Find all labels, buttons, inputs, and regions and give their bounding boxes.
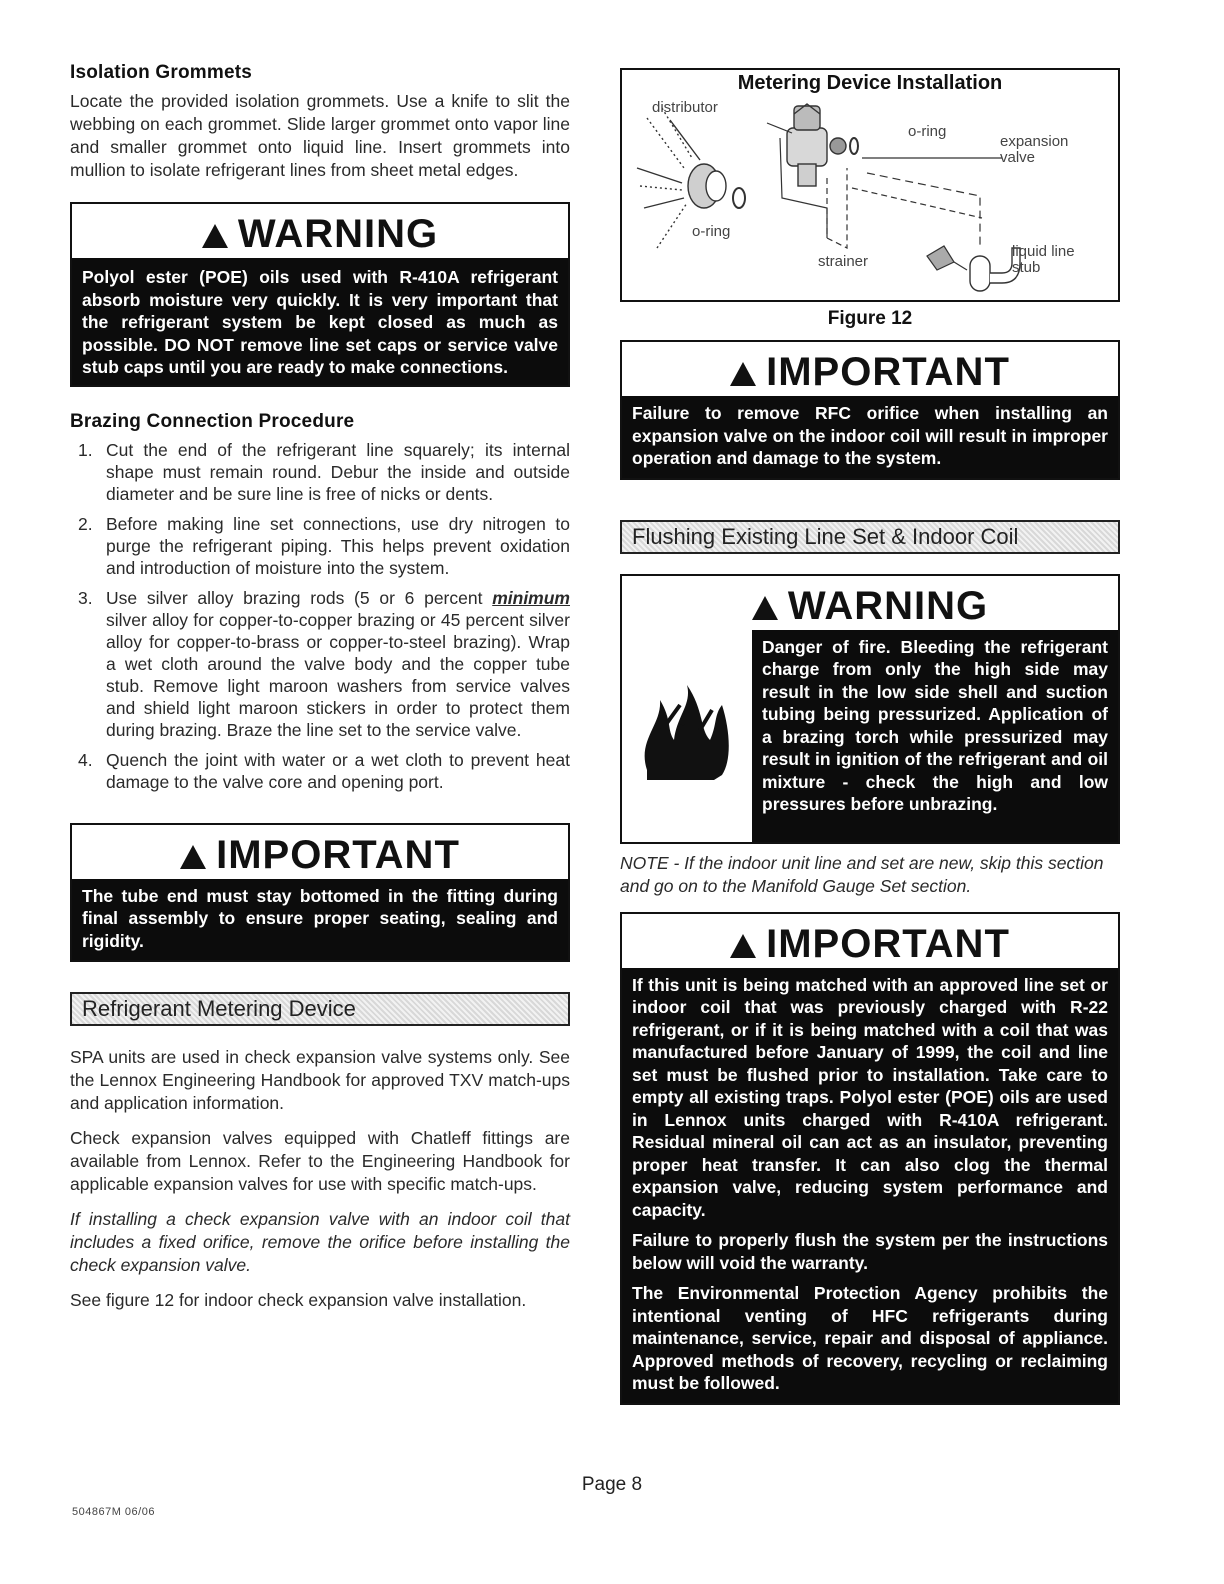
warning-triangle-icon [180, 845, 206, 869]
label-o-ring-top: o-ring [908, 123, 947, 140]
brazing-steps [70, 439, 570, 793]
important-box-rfc [620, 340, 1120, 480]
warning-triangle-icon [752, 596, 778, 620]
warning-triangle-icon [730, 362, 756, 386]
important-text: Failure to remove RFC orifice when installing an expansion valve on the indoor coil will result in improper operation and damage to the system. [622, 396, 1118, 478]
important-box-tube-end [70, 823, 570, 963]
note-text: NOTE - If the indoor unit line and set are new, skip this section and go on to the Manifold Gauge Set section. [620, 852, 1104, 896]
metering-section [70, 1046, 570, 1312]
left-column [70, 62, 570, 1324]
metering-p3: If installing a check expansion valve with an indoor coil that includes a fixed orifice, remove the orifice before installing the check expansion valve. [70, 1209, 570, 1275]
warning-box-fire [620, 574, 1120, 844]
warning-text: Polyol ester (POE) oils used with R-410A refrigerant absorb moisture very quickly. It is very important that the refrigerant system be kept closed as much as possible. DO NOT remove line set caps or service valve stub caps until you are ready to make connections. [72, 258, 568, 385]
expansion-valve-icon [787, 104, 858, 186]
list-item: 3. Use silver alloy brazing rods (5 or 6 percent minimum silver alloy for copper-to-copper brazing or 45 percent silver alloy for copper-to-brass or copper-to-steel brazing). Wrap a wet cloth around the valve body and the copper tube stub. Remove light maroon washers from service valves and shield light maroon stickers in order to protect them during brazing. Braze the line set to the service valve. [78, 587, 570, 740]
warning-title: WARNING [72, 204, 568, 258]
important-p2: Failure to properly flush the system per the instructions below will void the warranty. [632, 1230, 1108, 1273]
fire-icon [622, 630, 752, 842]
warning-text: Danger of fire. Bleeding the refrigerant charge from only the high side may result in the low side shell and suction tubing being pressurized. Application of a brazing torch while pressurized may result in ignition of the refrigerant and oil mixture - check the high and low pressures before unbrazing. [752, 630, 1118, 842]
right-column [620, 68, 1120, 1405]
important-p1: If this unit is being matched with an approved line set or indoor coil that was previously charged with R-22 refrigerant, or if it is being matched with a coil that was manufactured before January of 1999, the coil and line set must be flushed prior to installation. Take care to empty all existing traps. Polyol ester (POE) oils are used in Lennox units charged with R-410A refrigerant. Residual mineral oil can act as an insulator, preventing proper heat transfer. It can also clog the thermal expansion valve, reducing system performance and capacity. [632, 974, 1108, 1220]
list-item: 2. Before making line set connections, use dry nitrogen to purge the refrigerant piping. This helps prevent oxidation and introduction of moisture into the system. [78, 513, 570, 578]
label-o-ring-bottom: o-ring [692, 223, 731, 240]
label-expansion-valve: expansion valve [1000, 133, 1069, 166]
important-text [622, 968, 1118, 1403]
isolation-grommets-text: Locate the provided isolation grommets. Use a knife to slit the webbing on each grommet. Slide larger grommet onto vapor line and smaller grommet onto liquid line. Insert grommets into mullion to isolate refrigerant lines from sheet metal edges. [70, 91, 570, 180]
brazing-section [70, 411, 570, 793]
strainer-icon [927, 246, 967, 270]
warning-triangle-icon [202, 224, 228, 248]
isolation-grommets-section [70, 62, 570, 182]
label-strainer: strainer [818, 253, 869, 270]
important-title: IMPORTANT [622, 342, 1118, 396]
warning-triangle-icon [730, 934, 756, 958]
label-liquid-line-stub: liquid line stub [1012, 243, 1075, 276]
refrigerant-metering-heading: Refrigerant Metering Device [70, 992, 570, 1026]
important-title: IMPORTANT [72, 825, 568, 879]
metering-p4: See figure 12 for indoor check expansion valve installation. [70, 1290, 527, 1310]
label-distributor: distributor [652, 99, 718, 116]
figure-12-metering-device [620, 68, 1120, 302]
document-code: 504867M 06/06 [72, 1506, 155, 1518]
minimum-emphasis: minimum [492, 587, 570, 608]
page-number: Page 8 [581, 1474, 643, 1495]
warning-box-poe [70, 202, 570, 387]
list-item: 1. Cut the end of the refrigerant line squarely; its internal shape must remain round. Debur the inside and outside diameter and be sure line is free of nicks or dents. [78, 439, 570, 504]
flushing-heading: Flushing Existing Line Set & Indoor Coil [620, 520, 1120, 554]
metering-p2: Check expansion valves equipped with Chatleff fittings are available from Lennox. Refer to the Engineering Handbook for applicable expansion valves for use with specific match-ups. [70, 1128, 570, 1194]
important-text: The tube end must stay bottomed in the fitting during final assembly to ensure proper seating, sealing and rigidity. [72, 879, 568, 961]
important-p3: The Environmental Protection Agency prohibits the intentional venting of HFC refrigerants during maintenance, service, repair and disposal of appliance. Approved methods of recovery, recycling or reclaiming must be followed. [632, 1283, 1108, 1393]
metering-p1: SPA units are used in check expansion valve systems only. See the Lennox Engineering Handbook for approved TXV match-ups and application information. [70, 1047, 570, 1113]
o-ring-icon [733, 188, 745, 208]
important-box-flush [620, 912, 1120, 1405]
important-title: IMPORTANT [622, 914, 1118, 968]
figure-title: Metering Device Installation [737, 72, 1003, 94]
list-item: 4. Quench the joint with water or a wet cloth to prevent heat damage to the valve core and opening port. [78, 749, 570, 792]
figure-caption: Figure 12 [827, 308, 913, 329]
warning-title: WARNING [622, 576, 1118, 630]
brazing-heading: Brazing Connection Procedure [70, 410, 355, 432]
isolation-grommets-heading: Isolation Grommets [70, 62, 253, 83]
